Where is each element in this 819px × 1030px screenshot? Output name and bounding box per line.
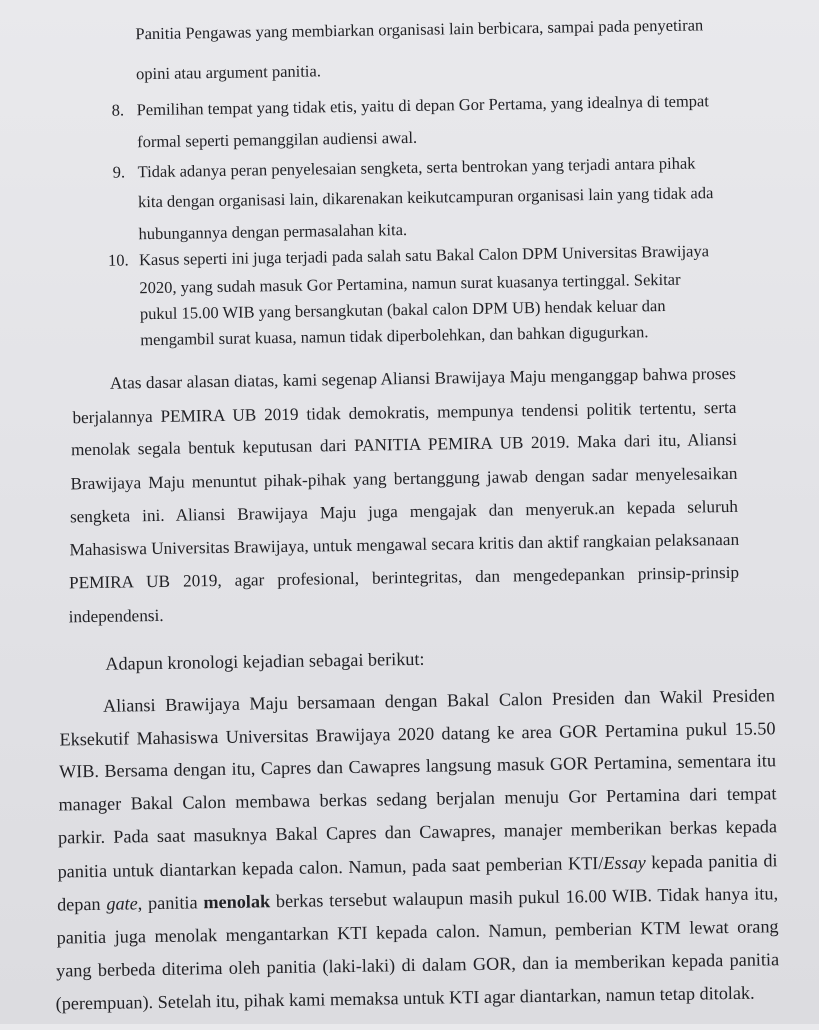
- list-number: 10.: [107, 250, 129, 270]
- chronology-line: yang berbeda diterima oleh panitia (laki-laki) di dalam GOR, dan ia memberikan kepada panitia: [56, 949, 780, 981]
- text-run: , panitia: [137, 892, 204, 914]
- chronology-line: panitia juga menolak mengantarkan KTI kepada calon. Namun, pemberian KTM lewat orang: [56, 916, 779, 948]
- list-number: 8.: [111, 100, 125, 120]
- statement-line: sengketa ini. Aliansi Brawijaya Maju juga mengajak dan menyeruk.an kepada seluruh: [69, 496, 739, 527]
- text-run: berkas tersebut walaupun masih pukul 16.00 WIB. Tidak hanya itu,: [269, 883, 779, 912]
- list-number: 9.: [112, 162, 126, 182]
- chronology-line: (perempuan). Setelah itu, pihak kami memaksa untuk KTI agar diantarkan, namun tetap ditolak.: [55, 982, 755, 1014]
- chronology-intro: Adapun kronologi kejadian sebagai berikut:: [105, 648, 425, 674]
- chronology-line: Aliansi Brawijaya Maju bersamaan dengan Bakal Calon Presiden dan Wakil Presiden: [102, 685, 776, 716]
- text-run-italic: gate: [106, 893, 138, 914]
- text-run-bold: menolak: [203, 891, 271, 913]
- statement-line: independensi.: [68, 605, 164, 627]
- statement-line: Mahasiswa Universitas Brawijaya, untuk mengawal secara kritis dan aktif rangkaian pelaksanaan: [69, 529, 740, 560]
- chronology-line: [57, 884, 778, 914]
- list-item-line: hubungannya dengan permasalahan kita.: [138, 220, 408, 244]
- chronology-line: [57, 851, 777, 881]
- text-run-italic: Essay: [603, 852, 646, 873]
- text-run: depan: [56, 893, 107, 915]
- chronology-line: Eksekutif Mahasiswa Universitas Brawijaya 2020 datang ke area GOR Pertamina pukul 15.50: [59, 718, 776, 750]
- statement-line: PEMIRA UB 2019, agar profesional, berintegritas, dan mengedepankan prinsip-prinsip: [68, 562, 740, 593]
- statement-line: Brawijaya Maju menuntut pihak-pihak yang bertanggung jawab dengan sadar menyelesaikan: [70, 463, 738, 494]
- statement-line: Atas dasar alasan diatas, kami segenap Aliansi Brawijaya Maju menganggap bahwa proses: [109, 363, 737, 393]
- statement-line: berjalannya PEMIRA UB 2019 tidak demokratis, mempunya tendensi politik tertentu, serta: [72, 397, 737, 428]
- list-item-line: Kasus seperti ini juga terjadi pada salah satu Bakal Calon DPM Universitas Brawijaya: [138, 241, 710, 270]
- continued-item-line: Panitia Pengawas yang membiarkan organisasi lain berbicara, sampai pada penyetiran: [135, 15, 704, 44]
- continued-item-line: opini atau argument panitia.: [135, 61, 322, 84]
- list-item-line: kita dengan organisasi lain, dikarenakan keikutcampuran organisasi lain yang tidak ada: [137, 183, 714, 212]
- statement-line: menolak segala bentuk keputusan dari PANITIA PEMIRA UB 2019. Maka dari itu, Aliansi: [70, 429, 738, 460]
- list-item-line: pukul 15.00 WIB yang bersangkutan (bakal calon DPM UB) hendak keluar dan: [139, 295, 666, 324]
- list-item-line: formal seperti pemanggilan audiensi awal.: [137, 127, 418, 152]
- chronology-line: WIB. Bersama dengan itu, Capres dan Cawapres langsung masuk GOR Pertamina, sementara itu: [58, 750, 777, 782]
- list-item-line: Tidak adanya peran penyelesaian sengketa, serta bentrokan yang terjadi antara pihak: [137, 153, 696, 182]
- list-item-line: mengambil surat kuasa, namun tidak diperbolehkan, dan bahkan digugurkan.: [140, 322, 649, 350]
- text-run: kepada panitia di: [645, 850, 778, 873]
- text-run: panitia untuk diantarkan kepada calon. Namun, pada saat pemberian KTI/: [57, 852, 604, 882]
- list-item-line: Pemilihan tempat yang tidak etis, yaitu di depan Gor Pertama, yang idealnya di tempat: [136, 91, 710, 120]
- list-item-line: 2020, yang sudah masuk Gor Pertamina, namun surat kuasanya tertinggal. Sekitar: [139, 269, 681, 298]
- chronology-line: manager Bakal Calon membawa berkas sedang berjalan menuju Gor Pertamina dari tempat: [58, 783, 777, 815]
- chronology-line: parkir. Pada saat masuknya Bakal Capres dan Cawapres, manajer memberikan berkas kepada: [57, 816, 778, 848]
